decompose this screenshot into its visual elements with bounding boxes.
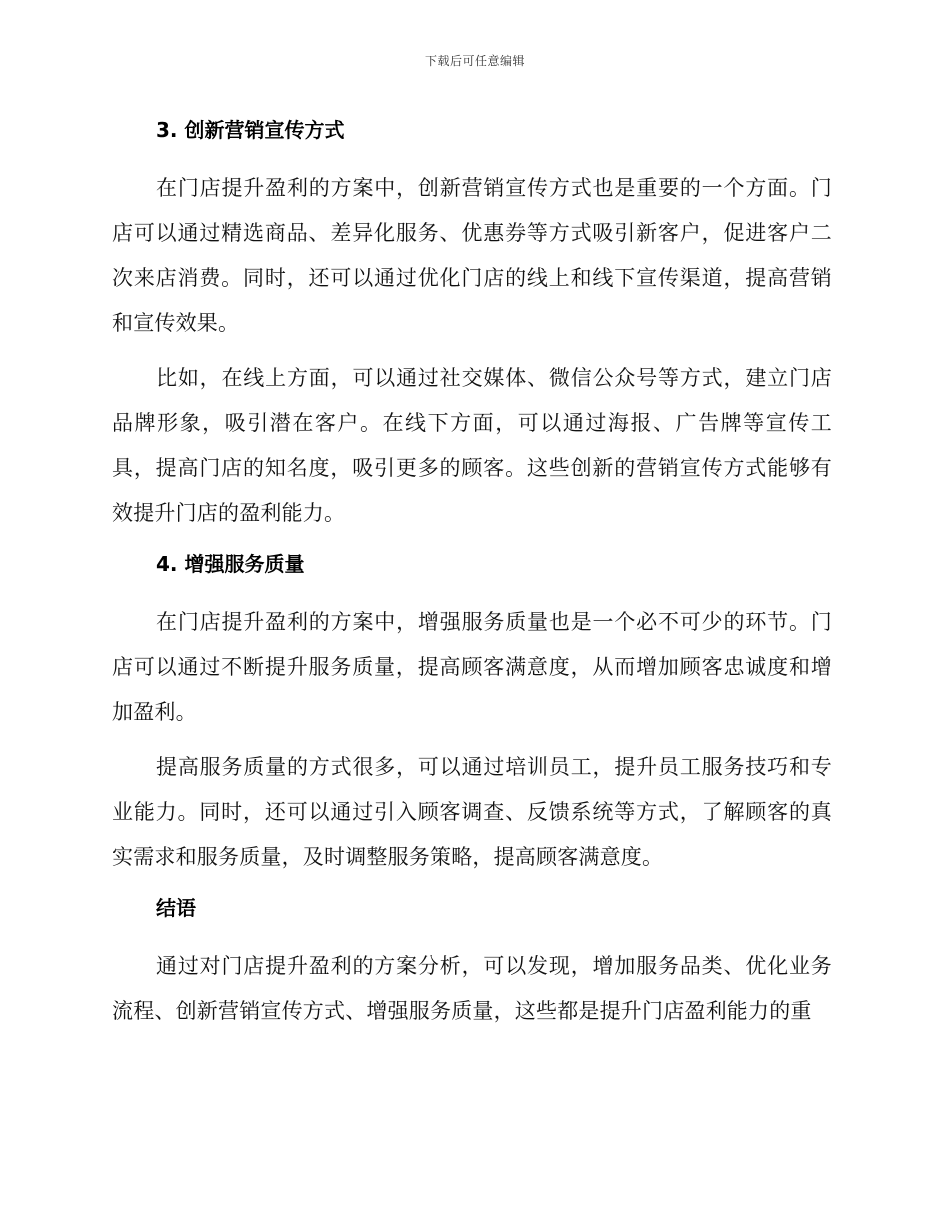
section-heading-marketing: 3. 创新营销宣传方式	[156, 118, 345, 142]
paragraph-service-1: 在门店提升盈利的方案中，增强服务质量也是一个必不可少的环节。门店可以通过不断提升服务质量，提高顾客满意度，从而增加顾客忠诚度和增加盈利。	[112, 610, 832, 724]
paragraph-conclusion-1: 通过对门店提升盈利的方案分析，可以发现，增加服务品类、优化业务流程、创新营销宣传方式、增强服务质量，这些都是提升门店盈利能力的重	[112, 954, 832, 1023]
paragraph-marketing-1: 在门店提升盈利的方案中，创新营销宣传方式也是重要的一个方面。门店可以通过精选商品、差异化服务、优惠券等方式吸引新客户，促进客户二次来店消费。同时，还可以通过优化门店的线上和线下宣传渠道，提高营销和宣传效果。	[112, 176, 832, 335]
section-heading-conclusion: 结语	[156, 896, 196, 920]
document-body	[112, 112, 832, 1034]
paragraph-service-2: 提高服务质量的方式很多，可以通过培训员工，提升员工服务技巧和专业能力。同时，还可以通过引入顾客调查、反馈系统等方式，了解顾客的真实需求和服务质量，及时调整服务策略，提高顾客满意度。	[112, 755, 832, 869]
section-heading-service: 4. 增强服务质量	[156, 552, 305, 576]
paragraph-marketing-2: 比如，在线上方面，可以通过社交媒体、微信公众号等方式，建立门店品牌形象，吸引潜在客户。在线下方面，可以通过海报、广告牌等宣传工具，提高门店的知名度，吸引更多的顾客。这些创新的营销宣传方式能够有效提升门店的盈利能力。	[112, 366, 832, 525]
page-header-note: 下载后可任意编辑	[424, 54, 525, 68]
